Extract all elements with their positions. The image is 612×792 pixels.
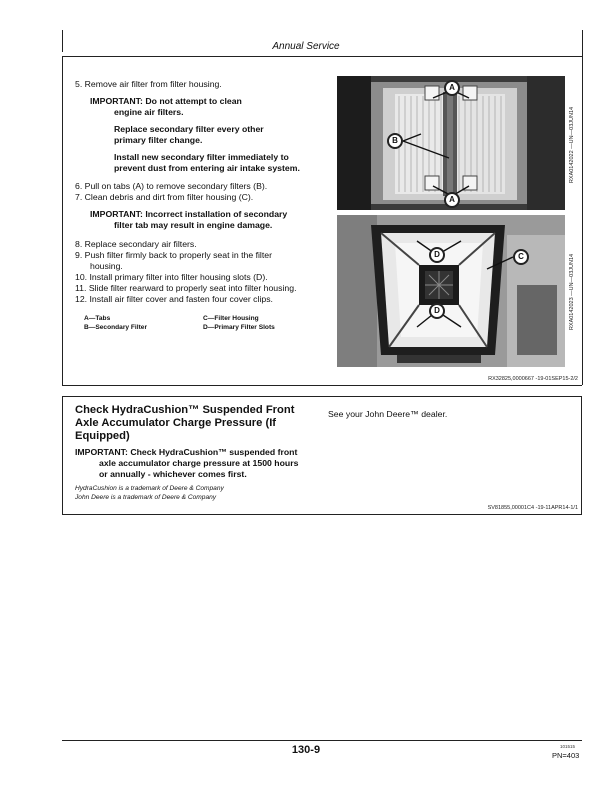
trademark-john-deere: John Deere is a trademark of Deere & Company [75,494,217,501]
important-4-line-2: filter tab may result in engine damage. [114,220,273,230]
page-number: 130-9 [291,744,321,756]
step-5: 5. Remove air filter from filter housing. [75,79,222,89]
trademark-hydracushion: HydraCushion is a trademark of Deere & Company [75,485,224,492]
step-6: 6. Pull on tabs (A) to remove secondary filters (B). [75,181,268,191]
important-3-line-2: prevent dust from entering air intake system. [114,163,300,173]
section2-dealer-text: See your John Deere™ dealer. [328,409,448,419]
step-12: 12. Install air filter cover and fasten four cover clips. [75,294,273,304]
section2-important-line-2: axle accumulator charge pressure at 1500 hours [99,458,299,468]
step-9-continued: housing. [90,261,123,271]
photo-secondary-filters-illustration [337,76,565,210]
important-2-line-1: Replace secondary filter every other [114,124,264,134]
section2-title-line-2: Axle Accumulator Charge Pressure (If [75,417,277,429]
frame-rule-right [582,30,583,385]
section2-important-line-1: IMPORTANT: Check HydraCushion™ suspended front [75,447,298,457]
image-2-id-container [567,222,577,362]
photo-secondary-filters [337,76,565,210]
image-1-id-container [567,80,577,210]
important-1-line-1: IMPORTANT: Do not attempt to clean [90,96,242,106]
legend-c: C—Filter Housing [203,315,259,322]
important-4-line-1: IMPORTANT: Incorrect installation of secondary [90,209,288,219]
callout-d-bottom: D [429,303,445,319]
section2-title-line-1: Check HydraCushion™ Suspended Front [75,404,295,416]
legend-a: A—Tabs [84,315,111,322]
callout-d-top: D [429,247,445,263]
photo-filter-housing [337,215,565,367]
important-2-line-2: primary filter change. [114,135,203,145]
important-3-line-1: Install new secondary filter immediately to [114,152,289,162]
footer-pn: PN=403 [552,751,580,760]
legend-b: B—Secondary Filter [84,324,148,331]
callout-a-top: A [444,80,460,96]
image-2-id: RXA0142023 —UN—03JUN14 [569,253,575,331]
callout-a-bottom: A [444,192,460,208]
section1-reference: RX32825,0000667 -19-01SEP15-2/2 [488,376,578,382]
legend-d: D—Primary Filter Slots [203,324,275,331]
footer-rule [62,740,582,741]
step-7: 7. Clean debris and dirt from filter housing (C). [75,192,254,202]
section2-title-line-3: Equipped) [75,430,130,442]
image-1-id: RXA0142022 —UN—03JUN14 [569,106,575,184]
section1-bottom-rule [62,385,582,386]
callout-b: B [387,133,403,149]
page-header-title: Annual Service [272,41,340,52]
callout-c: C [513,249,529,265]
step-10: 10. Install primary filter into filter housing slots (D). [75,272,268,282]
section2-reference: SV81855,00001C4 -19-11APR14-1/1 [487,505,578,511]
photo-filter-housing-illustration [337,215,565,367]
footer-code: 101515 [560,744,576,749]
important-1-line-2: engine air filters. [114,107,184,117]
step-8: 8. Replace secondary air filters. [75,239,197,249]
step-9: 9. Push filter firmly back to properly seat in the filter [75,250,272,260]
section1-rule-left [62,56,63,385]
section1-top-rule [62,56,582,57]
step-11: 11. Slide filter rearward to properly seat into filter housing. [75,283,297,293]
section2-important-line-3: or annually - whichever comes first. [99,469,247,479]
